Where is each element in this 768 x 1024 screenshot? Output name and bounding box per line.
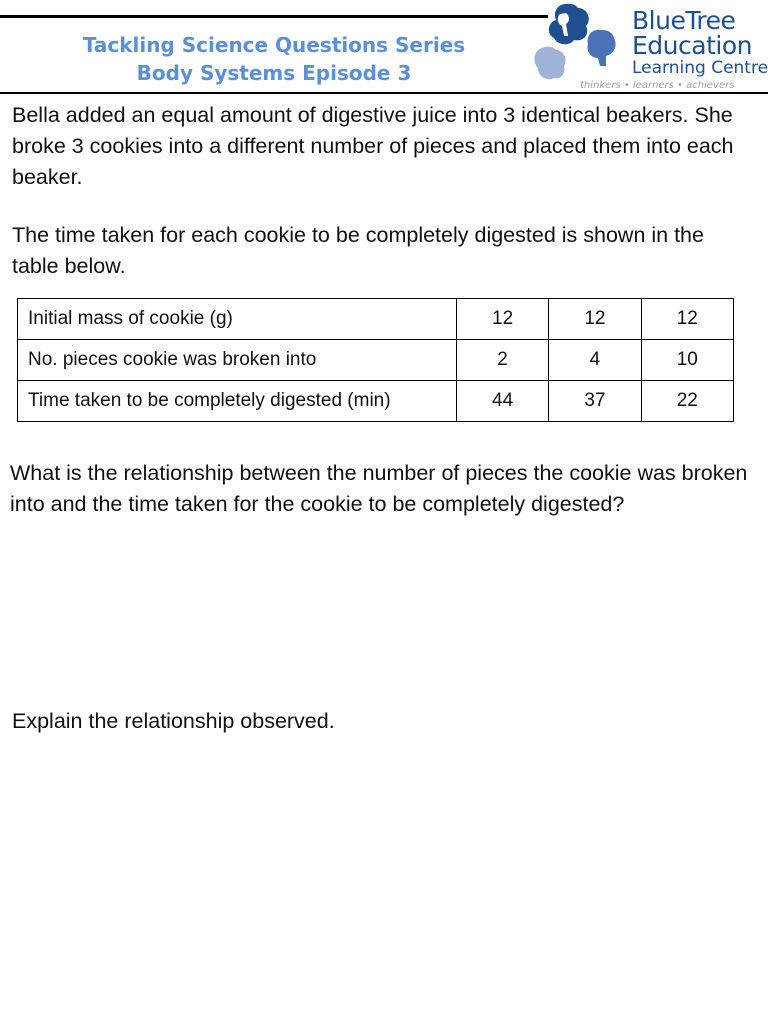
table-row [18,340,734,381]
table-cell: 12 [549,299,641,340]
logo-tagline: thinkers • learners • achievers [580,80,735,91]
table-cell: 4 [549,340,641,381]
table-intro-paragraph: The time taken for each cookie to be completely digested is shown in the table below. [12,223,704,278]
logo-wordmark [632,8,768,78]
intro-paragraph: Bella added an equal amount of digestive juice into 3 identical beakers. She broke 3 cookies into a different number of pieces and placed them into each beaker. [12,103,734,189]
results-table [17,298,734,422]
table-cell: 44 [456,381,548,422]
row-label: Initial mass of cookie (g) [18,299,457,340]
series-title [0,31,548,87]
table-cell: 2 [456,340,548,381]
row-label: No. pieces cookie was broken into [18,340,457,381]
logo-line2: Education [632,31,752,60]
table-cell: 10 [641,340,733,381]
logo-heads-icon [530,0,630,88]
bluetree-logo [530,0,768,92]
table-row [18,381,734,422]
row-label: Time taken to be completely digested (min) [18,381,457,422]
series-title-line1: Tackling Science Questions Series [82,33,466,57]
logo-line1: BlueTree [632,6,736,35]
question-explain: Explain the relationship observed. [12,709,335,733]
header-bottom-rule [0,92,768,94]
question-relationship: What is the relationship between the number of pieces the cookie was broken into and the time taken for the cookie to be completely digested? [10,461,748,516]
header-top-rule [0,15,548,18]
table-cell: 37 [549,381,641,422]
table-cell: 12 [641,299,733,340]
table-row [18,299,734,340]
logo-line3: Learning Centre [632,58,768,78]
series-title-line2: Body Systems Episode 3 [136,61,412,85]
table-cell: 12 [456,299,548,340]
table-cell: 22 [641,381,733,422]
